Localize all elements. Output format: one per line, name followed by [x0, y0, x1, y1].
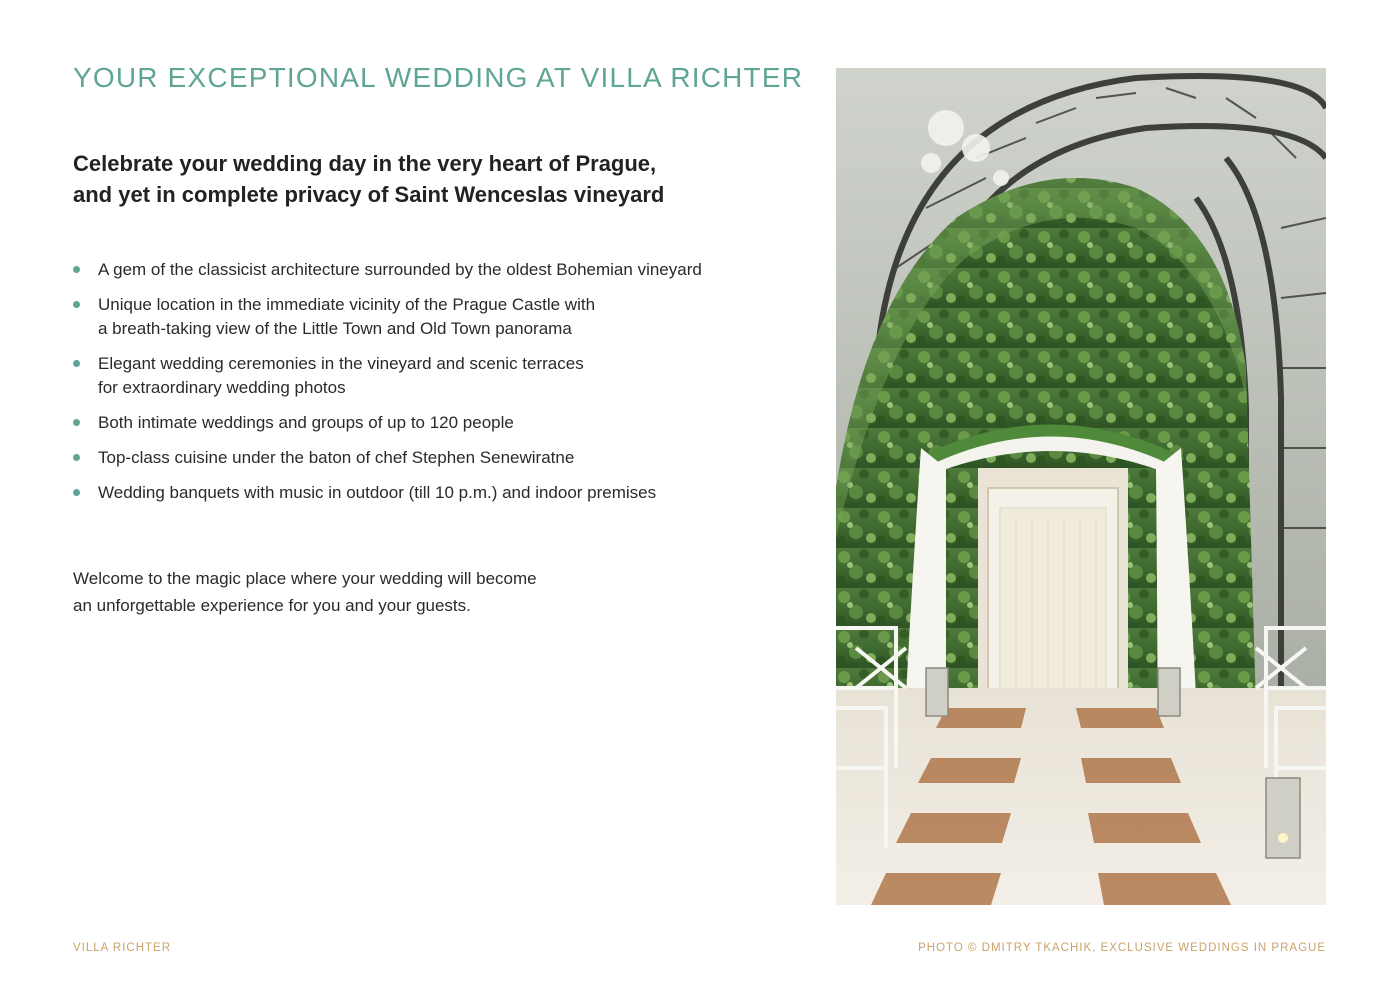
feature-text: Both intimate weddings and groups of up to 120 people: [98, 413, 514, 432]
feature-item: [73, 446, 803, 470]
feature-item: [73, 411, 803, 435]
feature-text: Elegant wedding ceremonies in the vineyard and scenic terraces: [98, 354, 584, 373]
feature-item: [73, 258, 803, 282]
feature-text: for extraordinary wedding photos: [98, 378, 346, 397]
bullet-dot-icon: [73, 301, 80, 308]
welcome-line-1: Welcome to the magic place where your wedding will become: [73, 569, 537, 588]
bullet-dot-icon: [73, 419, 80, 426]
feature-text: a breath-taking view of the Little Town and Old Town panorama: [98, 319, 572, 338]
feature-item: [73, 293, 803, 341]
feature-text: Top-class cuisine under the baton of chef Stephen Senewiratne: [98, 448, 575, 467]
page-title: YOUR EXCEPTIONAL WEDDING AT VILLA RICHTER: [73, 62, 804, 93]
photo-credit: PHOTO © DMITRY TKACHIK, EXCLUSIVE WEDDINGS IN PRAGUE: [918, 942, 1326, 954]
feature-text: Wedding banquets with music in outdoor (till 10 p.m.) and indoor premises: [98, 483, 657, 502]
feature-item: [73, 352, 803, 400]
bullet-dot-icon: [73, 266, 80, 273]
photo-illustration: [836, 68, 1326, 905]
intro-heading-line-2: and yet in complete privacy of Saint Wenceslas vineyard: [73, 182, 665, 207]
feature-text: A gem of the classicist architecture surrounded by the oldest Bohemian vineyard: [98, 260, 702, 279]
feature-text: Unique location in the immediate vicinity of the Prague Castle with: [98, 295, 596, 314]
bullet-dot-icon: [73, 489, 80, 496]
intro-heading: [73, 148, 773, 210]
bullet-dot-icon: [73, 454, 80, 461]
feature-list: [73, 258, 803, 516]
welcome-line-2: an unforgettable experience for you and your guests.: [73, 596, 471, 615]
intro-heading-line-1: Celebrate your wedding day in the very heart of Prague,: [73, 151, 657, 176]
footer-brand: VILLA RICHTER: [73, 942, 171, 954]
bullet-dot-icon: [73, 360, 80, 367]
feature-item: [73, 481, 803, 505]
wedding-ceremony-photo: [836, 68, 1326, 905]
welcome-text: [73, 565, 773, 619]
